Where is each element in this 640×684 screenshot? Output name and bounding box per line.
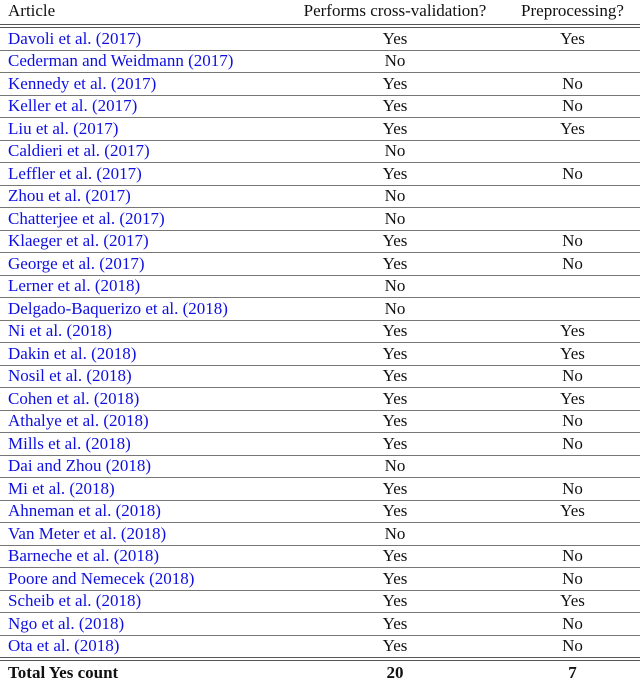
article-cell	[0, 455, 285, 478]
article-citation-link[interactable]: Leffler et al. (2017)	[8, 163, 142, 183]
preprocessing-value: No	[505, 163, 640, 186]
table-body	[0, 26, 640, 659]
table-row	[0, 613, 640, 636]
preprocessing-value: Yes	[505, 388, 640, 411]
table-row	[0, 73, 640, 96]
table-row	[0, 545, 640, 568]
preprocessing-value	[505, 523, 640, 546]
article-cell	[0, 185, 285, 208]
article-citation-link[interactable]: Van Meter et al. (2018)	[8, 523, 167, 543]
table-row	[0, 568, 640, 591]
table-row	[0, 95, 640, 118]
article-cell	[0, 163, 285, 186]
table-row	[0, 343, 640, 366]
preprocessing-value: Yes	[505, 118, 640, 141]
cross-validation-value: Yes	[285, 365, 505, 388]
preprocessing-value: Yes	[505, 320, 640, 343]
cross-validation-value: Yes	[285, 410, 505, 433]
cross-validation-value: Yes	[285, 253, 505, 276]
preprocessing-value: Yes	[505, 343, 640, 366]
article-cell	[0, 73, 285, 96]
table-row	[0, 635, 640, 659]
article-cell	[0, 545, 285, 568]
cross-validation-value: Yes	[285, 163, 505, 186]
article-cell	[0, 118, 285, 141]
preprocessing-value	[505, 298, 640, 321]
table-row	[0, 50, 640, 73]
article-citation-link[interactable]: Barneche et al. (2018)	[8, 546, 160, 566]
cross-validation-value: Yes	[285, 433, 505, 456]
preprocessing-value: No	[505, 478, 640, 501]
article-citation-link[interactable]: Dai and Zhou (2018)	[8, 456, 152, 476]
preprocessing-value: No	[505, 433, 640, 456]
cross-validation-value: Yes	[285, 568, 505, 591]
article-cell	[0, 523, 285, 546]
article-citation-link[interactable]: Zhou et al. (2017)	[8, 186, 131, 206]
article-cell	[0, 410, 285, 433]
cross-validation-value: Yes	[285, 635, 505, 659]
preprocessing-value: No	[505, 568, 640, 591]
article-cell	[0, 26, 285, 50]
table-row	[0, 185, 640, 208]
table-row	[0, 455, 640, 478]
article-cell	[0, 388, 285, 411]
preprocessing-value	[505, 140, 640, 163]
cross-validation-value: Yes	[285, 73, 505, 96]
table-row	[0, 298, 640, 321]
article-citation-link[interactable]: Ahneman et al. (2018)	[8, 501, 161, 521]
preprocessing-value: No	[505, 613, 640, 636]
table-row	[0, 253, 640, 276]
preprocessing-value	[505, 275, 640, 298]
preprocessing-value: No	[505, 545, 640, 568]
preprocessing-value: No	[505, 635, 640, 659]
article-cell	[0, 635, 285, 659]
article-citation-link[interactable]: Athalye et al. (2018)	[8, 411, 149, 431]
article-cell	[0, 500, 285, 523]
table-row	[0, 388, 640, 411]
table-row	[0, 590, 640, 613]
total-row	[0, 659, 640, 684]
article-citation-link[interactable]: Delgado-Baquerizo et al. (2018)	[8, 298, 228, 318]
total-label: Total Yes count	[0, 659, 285, 684]
article-cell	[0, 365, 285, 388]
article-cell	[0, 568, 285, 591]
article-citation-link[interactable]: Davoli et al. (2017)	[8, 28, 142, 48]
cross-validation-value: No	[285, 185, 505, 208]
cross-validation-value: No	[285, 455, 505, 478]
cross-validation-value: Yes	[285, 343, 505, 366]
cross-validation-value: Yes	[285, 590, 505, 613]
article-citation-link[interactable]: Nosil et al. (2018)	[8, 366, 132, 386]
cross-validation-value: Yes	[285, 500, 505, 523]
table-row	[0, 365, 640, 388]
preprocessing-value: No	[505, 230, 640, 253]
article-citation-link[interactable]: Ngo et al. (2018)	[8, 613, 125, 633]
cross-validation-value: Yes	[285, 95, 505, 118]
cross-validation-value: No	[285, 208, 505, 231]
article-cell	[0, 613, 285, 636]
preprocessing-value: Yes	[505, 26, 640, 50]
article-citation-link[interactable]: Scheib et al. (2018)	[8, 591, 142, 611]
preprocessing-value	[505, 185, 640, 208]
preprocessing-value: Yes	[505, 500, 640, 523]
article-citation-link[interactable]: Mills et al. (2018)	[8, 433, 131, 453]
preprocessing-value	[505, 455, 640, 478]
article-citation-link[interactable]: Caldieri et al. (2017)	[8, 141, 150, 161]
table-row	[0, 163, 640, 186]
article-cell	[0, 590, 285, 613]
table-row	[0, 275, 640, 298]
table-row	[0, 500, 640, 523]
article-cell	[0, 275, 285, 298]
cross-validation-value: Yes	[285, 230, 505, 253]
preprocessing-value: No	[505, 410, 640, 433]
preprocessing-value	[505, 50, 640, 73]
article-cell	[0, 140, 285, 163]
cross-validation-value: Yes	[285, 478, 505, 501]
cross-validation-value: No	[285, 523, 505, 546]
article-citation-link[interactable]: Mi et al. (2018)	[8, 478, 115, 498]
table-row	[0, 410, 640, 433]
table-row	[0, 433, 640, 456]
article-cell	[0, 50, 285, 73]
cross-validation-value: No	[285, 140, 505, 163]
column-header-article: Article	[0, 0, 285, 26]
table-row	[0, 118, 640, 141]
article-cell	[0, 298, 285, 321]
total-cross-validation-count: 20	[285, 659, 505, 684]
table-row	[0, 208, 640, 231]
preprocessing-value: No	[505, 73, 640, 96]
cross-validation-value: No	[285, 50, 505, 73]
table-header	[0, 0, 640, 26]
cross-validation-value: No	[285, 275, 505, 298]
article-cell	[0, 478, 285, 501]
cross-validation-value: Yes	[285, 26, 505, 50]
table-row	[0, 230, 640, 253]
article-citation-link[interactable]: Lerner et al. (2018)	[8, 276, 141, 296]
article-citation-link[interactable]: Ni et al. (2018)	[8, 321, 112, 341]
column-header-cross-validation: Performs cross-validation?	[285, 0, 505, 26]
table-row	[0, 478, 640, 501]
article-cell	[0, 253, 285, 276]
cross-validation-value: Yes	[285, 613, 505, 636]
table-row	[0, 523, 640, 546]
cross-validation-value: No	[285, 298, 505, 321]
table-row	[0, 140, 640, 163]
article-citation-link[interactable]: Chatterjee et al. (2017)	[8, 208, 165, 228]
column-header-preprocessing: Preprocessing?	[505, 0, 640, 26]
article-citation-link[interactable]: Kennedy et al. (2017)	[8, 73, 157, 93]
article-cell	[0, 343, 285, 366]
article-cell	[0, 95, 285, 118]
table-row	[0, 26, 640, 50]
table-row	[0, 320, 640, 343]
article-cell	[0, 208, 285, 231]
article-citation-link[interactable]: Keller et al. (2017)	[8, 96, 138, 116]
article-citation-link[interactable]: Dakin et al. (2018)	[8, 343, 137, 363]
cross-validation-value: Yes	[285, 320, 505, 343]
article-citation-link[interactable]: Poore and Nemecek (2018)	[8, 568, 195, 588]
article-cell	[0, 433, 285, 456]
preprocessing-value	[505, 208, 640, 231]
article-citation-link[interactable]: Cohen et al. (2018)	[8, 388, 140, 408]
article-citation-link[interactable]: Cederman and Weidmann (2017)	[8, 51, 234, 71]
table-footer	[0, 659, 640, 684]
cross-validation-value: Yes	[285, 388, 505, 411]
article-citation-link[interactable]: Klaeger et al. (2017)	[8, 231, 149, 251]
preprocessing-value: Yes	[505, 590, 640, 613]
header-row	[0, 0, 640, 26]
cross-validation-value: Yes	[285, 545, 505, 568]
article-cell	[0, 230, 285, 253]
preprocessing-value: No	[505, 253, 640, 276]
total-preprocessing-count: 7	[505, 659, 640, 684]
article-citation-link[interactable]: Liu et al. (2017)	[8, 118, 119, 138]
article-citation-link[interactable]: Ota et al. (2018)	[8, 636, 120, 656]
preprocessing-value: No	[505, 95, 640, 118]
article-citation-link[interactable]: George et al. (2017)	[8, 253, 145, 273]
cross-validation-value: Yes	[285, 118, 505, 141]
article-cell	[0, 320, 285, 343]
preprocessing-value: No	[505, 365, 640, 388]
